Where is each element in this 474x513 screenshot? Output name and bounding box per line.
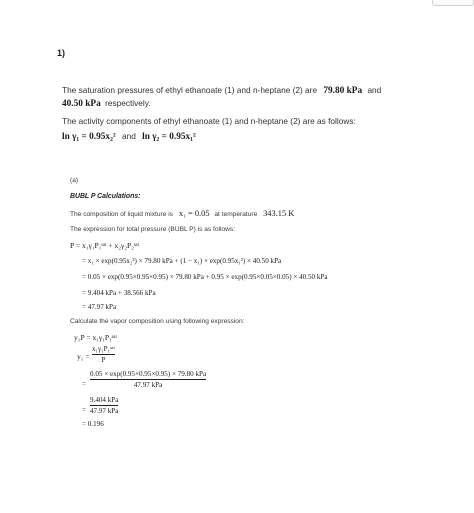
vapor-eq2-numerator: x₁γ₁P₁ˢᵃᵗ: [92, 345, 115, 353]
activity-equations: [62, 131, 196, 142]
bubl-eq5: = 47.97 kPa: [82, 303, 117, 311]
bubl-p-heading: BUBL P Calculations:: [70, 193, 141, 200]
vapor-eq3-denominator: 47.97 kPa: [133, 381, 163, 389]
bubl-eq1: P = x₁γ₁P₁ˢᵃᵗ + x₂γ₂P₂ˢᵃᵗ: [70, 241, 140, 250]
bubl-eq3: = 0.05 × exp(0.95×0.95×0.95) × 79.80 kPa + 0.95 × exp(0.95×0.05×0.05) × 40.50 kPa: [82, 273, 328, 281]
pressure-p1: 79.80 kPa: [323, 86, 363, 96]
vapor-eq3-fraction: [90, 370, 206, 389]
intro-line1: [62, 85, 381, 96]
vapor-eq2-denominator: P: [101, 356, 106, 364]
vapor-eq2-fraction: [92, 345, 115, 364]
part-a-label: (a): [70, 177, 79, 184]
eq-gamma1: ln γ₁ = 0.95x₂²: [62, 132, 116, 142]
intro-line2: [62, 98, 151, 109]
composition-text: The composition of liquid mixture is: [70, 211, 173, 218]
vapor-eq5: = 0.196: [82, 420, 104, 428]
composition-line: [70, 209, 294, 218]
vapor-eq4-fraction: [90, 396, 118, 415]
fraction-bar: [92, 354, 115, 355]
question-number: 1): [57, 48, 66, 58]
composition-eq: x₁ = 0.05: [178, 209, 210, 218]
eq-and: and: [121, 131, 136, 141]
vapor-eq2-lhs: y₁ =: [77, 352, 90, 361]
and-word: and: [367, 85, 382, 95]
vapor-text: Calculate the vapor composition using following expression:: [70, 318, 245, 325]
intro-line1-text: The saturation pressures of ethyl ethanoate (1) and n-heptane (2) are: [62, 85, 318, 95]
vapor-eq3-equals: =: [82, 380, 87, 388]
expression-text: The expression for total pressure (BUBL P) is as follows:: [70, 226, 236, 233]
activity-line: The activity components of ethyl ethanoate (1) and n-heptane (2) are as follows:: [62, 116, 356, 126]
fraction-bar: [90, 405, 118, 406]
fraction-bar: [90, 379, 206, 380]
vapor-eq4-numerator: 9.404 kPa: [90, 396, 119, 404]
vapor-eq3-numerator: 0.05 × exp(0.95×0.95×0.95) × 79.80 kPa: [90, 370, 207, 378]
corner-tab[interactable]: [432, 0, 474, 6]
pressure-p2: 40.50 kPa: [62, 99, 101, 109]
bubl-eq2: = x₁ × exp(0.95x₂²) × 79.80 kPa + (1 − x₁) × exp(0.95x₁²) × 40.50 kPa: [82, 257, 282, 265]
temperature-value: 343.15 K: [263, 209, 295, 218]
vapor-eq1: y₁P = x₁γ₁P₁ˢᵃᵗ: [74, 333, 117, 342]
eq-gamma2: ln γ₂ = 0.95x₁²: [142, 132, 196, 142]
respectively-text: respectively.: [105, 98, 151, 108]
vapor-eq4-denominator: 47.97 kPa: [90, 407, 119, 415]
temperature-text: at temperature: [214, 211, 258, 218]
bubl-eq4: = 9.404 kPa + 38.566 kPa: [82, 289, 156, 297]
vapor-eq4-equals: =: [82, 406, 87, 414]
